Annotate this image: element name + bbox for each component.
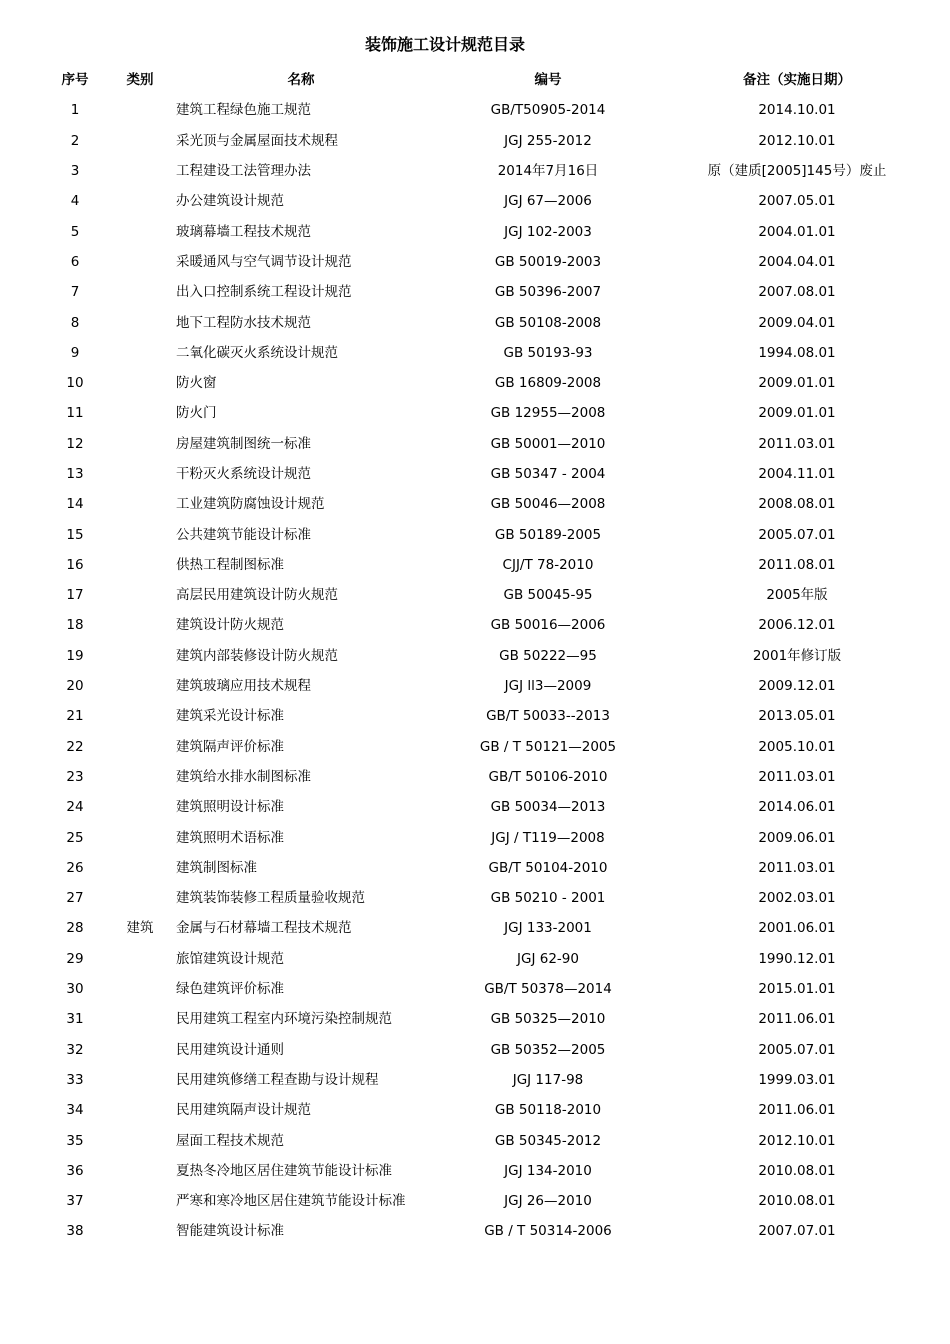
cell-category [110,974,170,1004]
header-name: 名称 [287,72,315,89]
cell-note: 2011.06.01 [758,1011,836,1028]
cell-note: 2001.06.01 [758,920,836,937]
cell-name: 建筑工程绿色施工规范 [176,102,311,119]
cell-note: 2012.10.01 [758,132,836,149]
cell-category [110,792,170,822]
cell-name: 工程建设工法管理办法 [176,163,311,180]
table-row [40,580,924,610]
cell-category [110,519,170,549]
cell-no: 15 [66,526,84,543]
cell-no: 1 [70,102,80,119]
cell-no: 22 [66,738,84,755]
cell-no: 30 [66,981,84,998]
table-row [40,913,924,943]
cell-category [110,732,170,762]
cell-name: 民用建筑工程室内环境污染控制规范 [176,1011,392,1028]
cell-category [110,186,170,216]
cell-no: 18 [66,617,84,634]
cell-no: 24 [66,799,84,816]
cell-no: 27 [66,890,84,907]
cell-category [110,1065,170,1095]
cell-category [110,641,170,671]
cell-no: 20 [66,678,84,695]
cell-name: 民用建筑修缮工程查勘与设计规程 [176,1071,379,1088]
cell-code: GB/T 50033--2013 [486,708,610,725]
cell-code: JGJ 133-2001 [504,920,592,937]
cell-category [110,1125,170,1155]
cell-note: 2014.10.01 [758,102,836,119]
cell-code: GB 50345-2012 [494,1132,602,1149]
header-code: 编号 [534,72,562,89]
cell-category [110,489,170,519]
cell-category [110,338,170,368]
cell-no: 37 [66,1193,84,1210]
cell-code: GB/T 50106-2010 [488,768,608,785]
cell-category: 建筑 [126,920,154,937]
cell-no: 33 [66,1071,84,1088]
cell-code: GB 50046—2008 [490,496,606,513]
cell-code: GB 16809-2008 [494,375,602,392]
table-row [40,762,924,792]
table-row [40,944,924,974]
cell-code: GB 50396-2007 [494,284,602,301]
table-row [40,459,924,489]
cell-name: 夏热冬冷地区居住建筑节能设计标准 [176,1162,392,1179]
table-row [40,671,924,701]
table-row [40,550,924,580]
cell-name: 建筑采光设计标准 [176,708,284,725]
cell-code: GB 50001—2010 [490,435,606,452]
cell-name: 建筑照明设计标准 [176,799,284,816]
cell-no: 8 [70,314,80,331]
cell-note: 2007.05.01 [758,193,836,210]
header-note: 备注（实施日期） [743,72,851,89]
cell-code: GB 12955—2008 [490,405,606,422]
cell-no: 29 [66,950,84,967]
cell-name: 建筑给水排水制图标准 [176,768,311,785]
table-body [40,95,924,1246]
cell-no: 16 [66,556,84,573]
table-row [40,277,924,307]
cell-note: 2006.12.01 [758,617,836,634]
cell-name: 办公建筑设计规范 [176,193,284,210]
cell-code: JGJ 67—2006 [504,193,592,210]
table-row [40,216,924,246]
cell-category [110,1186,170,1216]
cell-category [110,156,170,186]
cell-code: GB 50118-2010 [494,1102,602,1119]
cell-no: 35 [66,1132,84,1149]
table-row [40,853,924,883]
cell-name: 屋面工程技术规范 [176,1132,284,1149]
cell-category [110,944,170,974]
cell-no: 34 [66,1102,84,1119]
cell-no: 12 [66,435,84,452]
cell-no: 7 [70,284,80,301]
cell-note: 2011.03.01 [758,435,836,452]
cell-code: GB 50189-2005 [494,526,602,543]
cell-note: 2005.07.01 [758,1041,836,1058]
cell-name: 干粉灭火系统设计规范 [176,466,311,482]
table-row [40,701,924,731]
cell-category [110,762,170,792]
spec-table [40,65,924,1247]
table-row [40,974,924,1004]
cell-note: 2005年版 [766,587,828,604]
cell-code: GB 50019-2003 [494,253,602,270]
cell-note: 2013.05.01 [758,708,836,725]
cell-note: 2011.03.01 [758,768,836,785]
header-category: 类别 [126,72,154,89]
cell-name: 建筑制图标准 [176,859,257,876]
table-row [40,126,924,156]
cell-note: 2005.07.01 [758,526,836,543]
cell-note: 2004.11.01 [758,466,836,482]
cell-category [110,1004,170,1034]
table-row [40,792,924,822]
cell-code: JGJ / T119—2008 [491,829,605,846]
cell-note: 2007.08.01 [758,284,836,301]
cell-note: 1999.03.01 [758,1071,836,1088]
cell-category [110,610,170,640]
cell-code: GB 50222—95 [499,647,597,664]
cell-name: 二氧化碳灭火系统设计规范 [176,344,338,361]
cell-name: 建筑玻璃应用技术规程 [176,678,311,695]
cell-code: GB 50045-95 [503,587,593,604]
table-row [40,156,924,186]
table-row [40,1035,924,1065]
cell-note: 2009.01.01 [758,405,836,422]
table-row [40,368,924,398]
cell-code: GB 50352—2005 [490,1041,606,1058]
cell-no: 36 [66,1162,84,1179]
cell-category [110,883,170,913]
cell-name: 防火门 [176,405,217,422]
cell-note: 2011.06.01 [758,1102,836,1119]
cell-note: 1990.12.01 [758,950,836,967]
cell-no: 14 [66,496,84,513]
cell-no: 23 [66,768,84,785]
cell-note: 2008.08.01 [758,496,836,513]
cell-category [110,853,170,883]
table-row [40,186,924,216]
cell-category [110,550,170,580]
table-row [40,398,924,428]
cell-category [110,1095,170,1125]
cell-name: 防火窗 [176,375,217,392]
table-header-row [40,65,924,95]
table-row [40,1186,924,1216]
cell-category [110,277,170,307]
cell-no: 11 [66,405,84,422]
table-row [40,1065,924,1095]
table-row [40,1125,924,1155]
cell-name: 建筑设计防火规范 [176,617,284,634]
cell-code: JGJ 255-2012 [504,132,592,149]
cell-category [110,398,170,428]
cell-code: GB / T 50121—2005 [479,738,617,755]
cell-code: GB 50347 - 2004 [490,466,606,482]
cell-code: GB/T 50378—2014 [484,981,612,998]
table-row [40,1004,924,1034]
cell-code: GB 50108-2008 [494,314,602,331]
cell-note: 2011.08.01 [758,556,836,573]
cell-note: 2009.06.01 [758,829,836,846]
cell-code: CJJ/T 78-2010 [502,556,594,573]
cell-category [110,822,170,852]
cell-no: 4 [70,193,80,210]
cell-code: GB 50034—2013 [490,799,606,816]
table-row [40,732,924,762]
cell-no: 2 [70,132,80,149]
table-row [40,641,924,671]
table-row [40,95,924,125]
table-row [40,247,924,277]
cell-name: 采光顶与金属屋面技术规程 [176,132,338,149]
cell-category [110,701,170,731]
cell-name: 民用建筑设计通则 [176,1041,284,1058]
cell-category [110,429,170,459]
cell-note: 2007.07.01 [758,1223,836,1240]
cell-no: 26 [66,859,84,876]
cell-note: 2009.04.01 [758,314,836,331]
cell-name: 建筑装饰装修工程质量验收规范 [176,890,365,907]
cell-no: 3 [70,163,80,180]
cell-code: GB 50193-93 [503,344,593,361]
cell-category [110,580,170,610]
cell-category [110,247,170,277]
cell-no: 32 [66,1041,84,1058]
cell-name: 智能建筑设计标准 [176,1223,284,1240]
cell-name: 建筑照明术语标准 [176,829,284,846]
table-row [40,489,924,519]
cell-note: 2012.10.01 [758,1132,836,1149]
cell-name: 公共建筑节能设计标准 [176,526,311,543]
cell-code: JGJ ll3—2009 [504,678,592,695]
cell-no: 6 [70,253,80,270]
cell-note: 2014.06.01 [758,799,836,816]
cell-code: 2014年7月16日 [497,163,599,180]
cell-category [110,1216,170,1246]
cell-note: 2015.01.01 [758,981,836,998]
cell-no: 28 [66,920,84,937]
cell-no: 21 [66,708,84,725]
cell-category [110,368,170,398]
cell-name: 绿色建筑评价标准 [176,981,284,998]
cell-note: 2011.03.01 [758,859,836,876]
cell-code: GB/T 50104-2010 [488,859,608,876]
cell-name: 高层民用建筑设计防火规范 [176,587,338,604]
cell-note: 2009.12.01 [758,678,836,695]
cell-code: JGJ 26—2010 [504,1193,592,1210]
cell-category [110,1156,170,1186]
cell-name: 采暖通风与空气调节设计规范 [176,253,352,270]
cell-note: 2004.04.01 [758,253,836,270]
table-row [40,519,924,549]
table-row [40,307,924,337]
cell-name: 出入口控制系统工程设计规范 [176,284,352,301]
cell-no: 5 [70,223,80,240]
cell-code: GB 50210 - 2001 [490,890,606,907]
cell-category [110,459,170,489]
cell-code: GB 50325—2010 [490,1011,606,1028]
cell-note: 2010.08.01 [758,1193,836,1210]
cell-note: 原（建质[2005]145号）废止 [707,163,887,180]
cell-note: 2009.01.01 [758,375,836,392]
cell-name: 供热工程制图标准 [176,556,284,573]
cell-name: 工业建筑防腐蚀设计规范 [176,496,325,513]
page-title: 装饰施工设计规范目录 [364,35,525,54]
cell-note: 2002.03.01 [758,890,836,907]
cell-category [110,126,170,156]
cell-note: 2010.08.01 [758,1162,836,1179]
cell-category [110,307,170,337]
cell-no: 10 [66,375,84,392]
cell-no: 9 [70,344,80,361]
table-row [40,1216,924,1246]
cell-code: JGJ 102-2003 [504,223,592,240]
table-row [40,1156,924,1186]
cell-category [110,1035,170,1065]
table-row [40,1095,924,1125]
cell-category [110,95,170,125]
cell-note: 2001年修订版 [752,647,842,664]
cell-no: 38 [66,1223,84,1240]
header-no: 序号 [61,72,89,89]
cell-name: 玻璃幕墙工程技术规范 [176,223,311,240]
cell-note: 2004.01.01 [758,223,836,240]
cell-note: 2005.10.01 [758,738,836,755]
cell-no: 25 [66,829,84,846]
cell-code: JGJ 134-2010 [504,1162,592,1179]
cell-note: 1994.08.01 [758,344,836,361]
cell-category [110,216,170,246]
cell-no: 13 [66,466,84,482]
cell-no: 17 [66,587,84,604]
table-row [40,883,924,913]
cell-category [110,671,170,701]
cell-no: 31 [66,1011,84,1028]
table-row [40,429,924,459]
cell-no: 19 [66,647,84,664]
table-row [40,822,924,852]
cell-code: GB / T 50314-2006 [484,1223,612,1240]
cell-name: 建筑内部装修设计防火规范 [176,647,338,664]
cell-code: JGJ 62-90 [517,950,579,967]
cell-name: 民用建筑隔声设计规范 [176,1102,311,1119]
cell-code: GB/T50905-2014 [490,102,606,119]
cell-code: GB 50016—2006 [490,617,606,634]
table-row [40,610,924,640]
cell-name: 旅馆建筑设计规范 [176,950,284,967]
table-row [40,338,924,368]
cell-name: 建筑隔声评价标准 [176,738,284,755]
cell-name: 房屋建筑制图统一标准 [176,435,311,452]
cell-code: JGJ 117-98 [512,1071,584,1088]
cell-name: 地下工程防水技术规范 [176,314,311,331]
cell-name: 严寒和寒冷地区居住建筑节能设计标准 [176,1193,406,1210]
cell-name: 金属与石材幕墙工程技术规范 [176,920,352,937]
